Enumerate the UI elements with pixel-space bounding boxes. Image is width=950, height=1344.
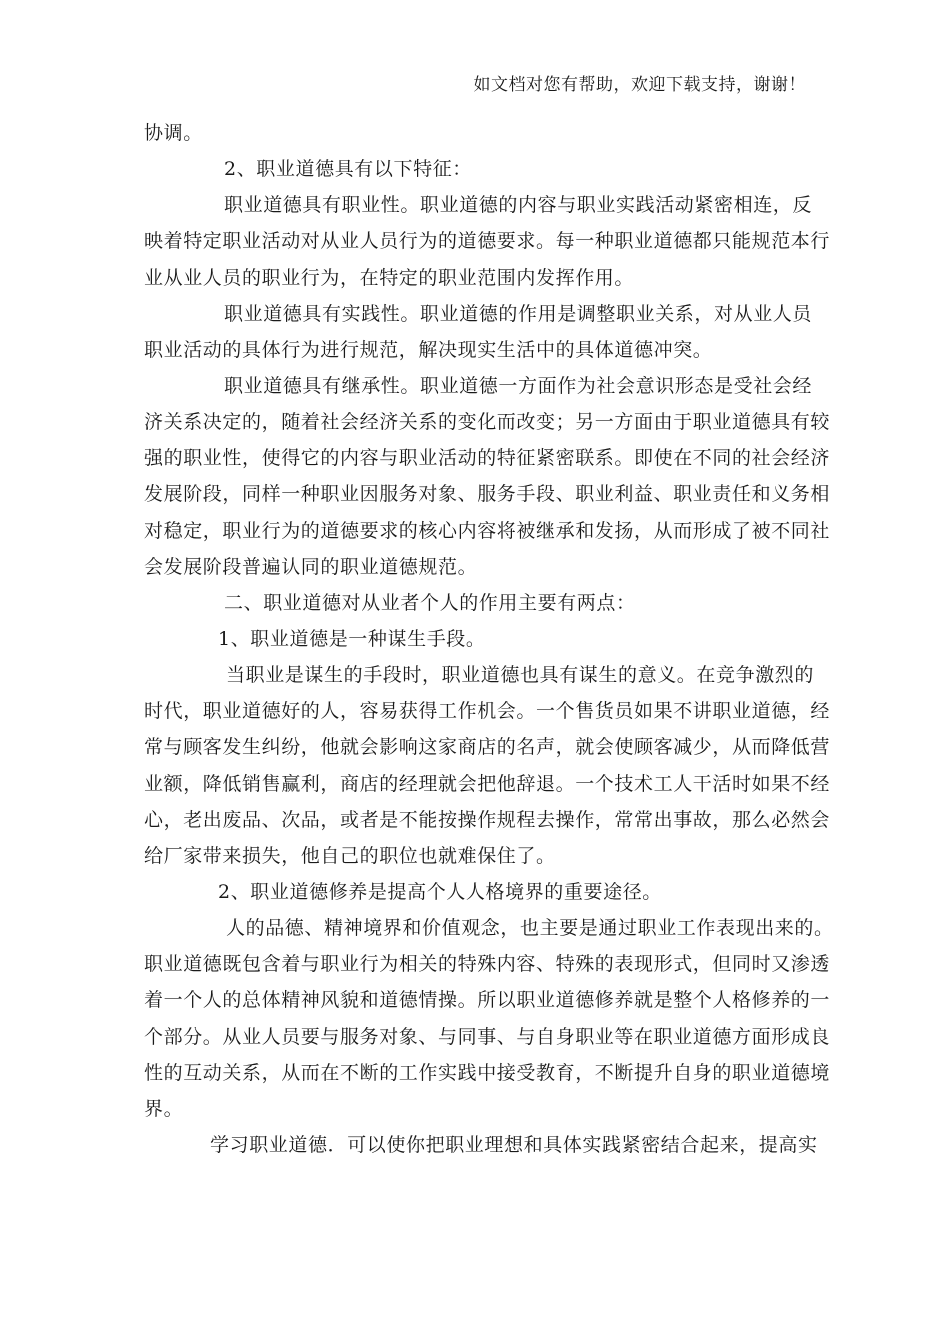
paragraph-line: 业额，降低销售赢利，商店的经理就会把他辞退。一个技术工人干活时如果不经 (144, 772, 831, 795)
paragraph-line: 着一个人的总体精神风貌和道德情操。所以职业道德修养就是整个人格修养的一 (144, 989, 831, 1012)
paragraph-line: 对稳定，职业行为的道德要求的核心内容将被继承和发扬，从而形成了被不同社 (144, 519, 831, 542)
paragraph-line: 会发展阶段普遍认同的职业道德规范。 (144, 555, 478, 578)
paragraph-line: 协调。 (144, 122, 203, 144)
paragraph-line: 当职业是谋生的手段时，职业道德也具有谋生的意义。在竞争激烈的 (226, 664, 815, 687)
paragraph-line: 职业道德既包含着与职业行为相关的特殊内容、特殊的表现形式，但同时又渗透 (144, 953, 831, 976)
paragraph-line: 给厂家带来损失，他自己的职位也就难保住了。 (144, 844, 556, 867)
document-body (144, 115, 834, 1163)
subsection-heading: 2、职业道德修养是提高个人人格境界的重要途径。 (218, 880, 662, 903)
paragraph-line: 人的品德、精神境界和价值观念，也主要是通过职业工作表现出来的。 (226, 917, 834, 940)
paragraph-line: 性的互动关系，从而在不断的工作实践中接受教育，不断提升自身的职业道德境 (144, 1061, 831, 1084)
paragraph-line: 个部分。从业人员要与服务对象、与同事、与自身职业等在职业道德方面形成良 (144, 1025, 831, 1048)
paragraph-line: 职业道德具有职业性。职业道德的内容与职业实践活动紧密相连，反 (224, 194, 813, 217)
paragraph-line: 强的职业性，使得它的内容与职业活动的特征紧密联系。即使在不同的社会经济 (144, 447, 831, 470)
header-note: 如文档对您有帮助，欢迎下载支持，谢谢！ (473, 75, 806, 95)
paragraph-line: 映着特定职业活动对从业人员行为的道德要求。每一种职业道德都只能规范本行 (144, 230, 831, 253)
section-heading: 2、职业道德具有以下特征： (224, 158, 472, 181)
paragraph-line: 界。 (144, 1097, 184, 1120)
paragraph-line: 业从业人员的职业行为，在特定的职业范围内发挥作用。 (144, 266, 635, 289)
paragraph-line: 常与顾客发生纠纷，他就会影响这家商店的名声，就会使顾客减少，从而降低营 (144, 736, 831, 759)
paragraph-line: 职业活动的具体行为进行规范，解决现实生活中的具体道德冲突。 (144, 338, 713, 361)
paragraph-line: 时代，职业道德好的人，容易获得工作机会。一个售货员如果不讲职业道德，经 (144, 700, 831, 723)
paragraph-line: 发展阶段，同样一种职业因服务对象、服务手段、职业利益、职业责任和义务相 (144, 483, 831, 506)
paragraph-line: 学习职业道德．可以使你把职业理想和具体实践紧密结合起来，提高实 (210, 1133, 818, 1156)
subsection-heading: 1、职业道德是一种谋生手段。 (218, 627, 486, 650)
paragraph-line: 心，老出废品、次品，或者是不能按操作规程去操作，常常出事故，那么必然会 (144, 808, 831, 831)
paragraph-line: 济关系决定的，随着社会经济关系的变化而改变；另一方面由于职业道德具有较 (144, 411, 831, 434)
paragraph-line: 职业道德具有实践性。职业道德的作用是调整职业关系，对从业人员 (224, 302, 813, 325)
section-heading: 二、职业道德对从业者个人的作用主要有两点： (224, 591, 636, 614)
paragraph-line: 职业道德具有继承性。职业道德一方面作为社会意识形态是受社会经 (224, 374, 813, 397)
